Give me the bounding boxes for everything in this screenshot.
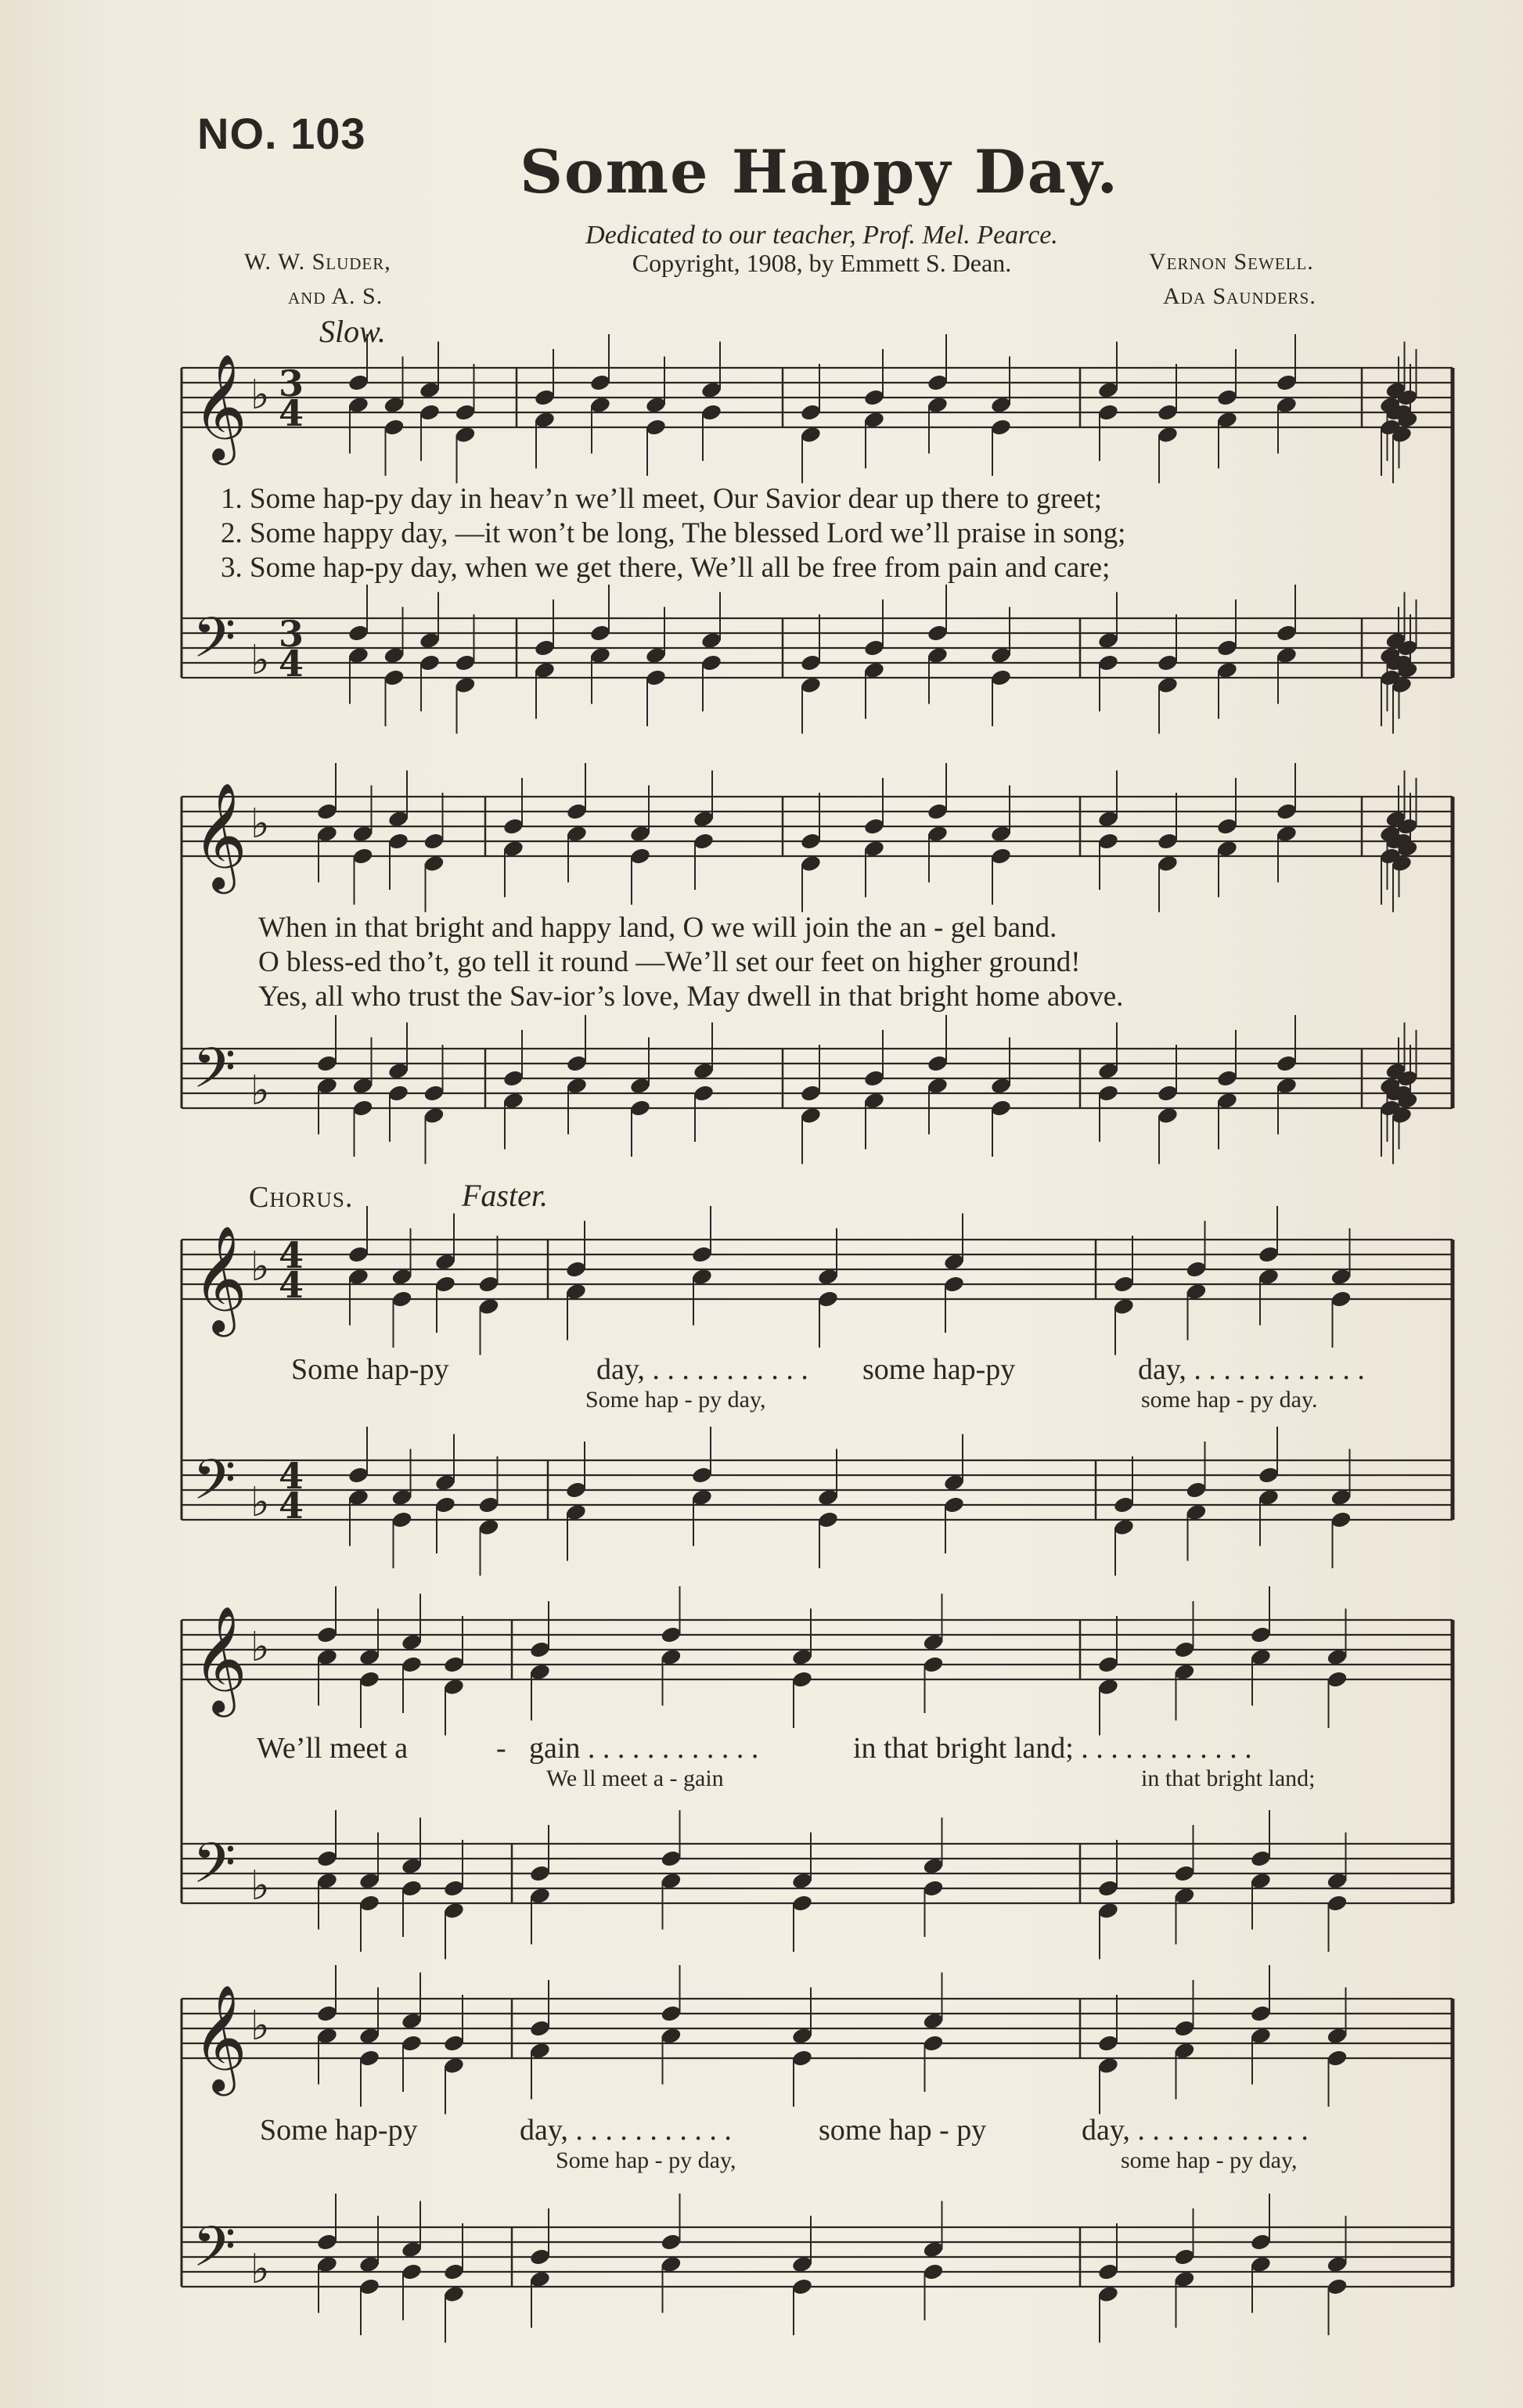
treble-clef: 𝄞 [193,1224,247,1332]
system-2-treble-alto-notehead [387,832,409,851]
lyricist-credit-1: W. W. Sluder, [244,249,391,275]
time-signature-bottom: 4 [279,1264,304,1306]
system-1-bass-soprano-notehead [863,639,885,657]
system-3-bass-soprano-notehead [1258,1466,1280,1485]
system-5-bass-soprano-notehead [1250,2233,1272,2251]
chorus-1-echo-b: some hap - py day. [1141,1387,1318,1413]
treble-clef: 𝄞 [193,1604,247,1712]
system-5-treble-soprano-notehead [529,2019,551,2038]
system-4-bass-alto-notehead [401,1879,423,1898]
system-2-bass-soprano-notehead [502,1069,524,1088]
system-5-bass-alto-notehead [1326,2277,1348,2296]
system-3-treble-soprano-notehead [477,1275,499,1294]
system-4-bass-alto-notehead [1326,1894,1348,1913]
time-signature-bottom: 4 [279,1485,304,1527]
key-flat: ♭ [250,1863,270,1909]
system-2-treble-alto-notehead [1097,832,1119,851]
system-2-bass-alto-notehead [990,1099,1012,1118]
bass-clef: 𝄢 [193,1036,236,1114]
system-1-bass-soprano-notehead [1276,624,1298,642]
hymn-number: NO. 103 [197,109,366,158]
system-1-bass-soprano-notehead [347,624,369,642]
system-4-treble-soprano-notehead [1173,1640,1195,1659]
system-1-treble-alto-notehead [1097,403,1119,422]
key-flat: ♭ [250,1479,270,1526]
system-2-treble-soprano-notehead [863,817,885,836]
system-2-bass-soprano-notehead [423,1084,445,1103]
chorus-3-lyric-b: day, . . . . . . . . . . . [520,2114,732,2147]
time-signature-top: 3 [279,613,304,655]
system-2-treble-soprano-notehead [800,832,822,851]
system-5-treble-soprano-notehead [443,2034,465,2053]
system-2-bass-soprano-notehead [1157,1084,1179,1103]
key-flat: ♭ [250,637,270,684]
system-4-treble-alto-notehead [791,1670,813,1689]
system-1-bass-alto-notehead [1097,653,1119,672]
system-2-bass-alto-notehead [629,1099,651,1118]
system-5-treble-alto-notehead [401,2034,423,2053]
time-signature-top: 3 [279,362,304,405]
key-flat: ♭ [250,1624,270,1671]
hymn-title: Some Happy Day. [520,137,1119,207]
system-2-treble-alto-notehead [693,832,715,851]
system-2-bass-alto-notehead [351,1099,373,1118]
system-1-treble-soprano-notehead [1157,403,1179,422]
system-5-treble-alto-notehead [922,2034,944,2053]
system-5-bass-soprano-notehead [443,2262,465,2281]
system-2-treble-soprano-notehead [1276,802,1298,821]
chorus-3-echo-b: some hap - py day, [1121,2147,1298,2173]
dedication: Dedicated to our teacher, Prof. Mel. Pearce. [585,221,1058,250]
chorus-2-lyric-hyphen: - [496,1732,506,1765]
system-4-bass-soprano-notehead [660,1849,682,1868]
chorus-tempo: Faster. [462,1178,548,1213]
system-1-bass-soprano-notehead [800,653,822,672]
system-1-treble-alto-notehead [645,418,667,437]
system-3-treble-alto-notehead [1330,1290,1352,1308]
system-2-treble-soprano-notehead [502,817,524,836]
system-5-treble-soprano-notehead [1173,2019,1195,2038]
system-4-treble-alto-notehead [1326,1670,1348,1689]
system-5-treble-soprano-notehead [1250,2004,1272,2023]
system-2-treble-alto-notehead [351,847,373,866]
system-4-bass-alto-notehead [791,1894,813,1913]
system-3-bass-alto-notehead [817,1510,839,1529]
system-5-bass-alto-notehead [358,2277,380,2296]
system-3-treble-alto-notehead [391,1290,412,1308]
composer-credit-1: Vernon Sewell. [1149,249,1314,275]
system-3-bass-soprano-notehead [477,1496,499,1514]
system-5-bass-soprano-notehead [316,2233,338,2251]
system-1-bass-soprano-notehead [589,624,611,642]
system-3-bass-soprano-notehead [347,1466,369,1485]
system-5-bass-alto-notehead [401,2262,423,2281]
system-1-bass-alto-notehead [645,668,667,687]
system-4-bass-soprano-notehead [443,1879,465,1898]
chorus-1-lyric-d: day, . . . . . . . . . . . . [1138,1353,1365,1386]
key-flat: ♭ [250,2246,270,2293]
chorus-1-lyric-c: some hap-py [862,1353,1016,1386]
system-5-treble-alto-notehead [358,2049,380,2068]
system-1-bass-alto-notehead [419,653,441,672]
chorus-3-lyric-c: some hap - py [819,2114,987,2147]
system-2-bass-alto-notehead [693,1084,715,1103]
system-1-treble-soprano-notehead [534,388,556,407]
key-flat: ♭ [250,2003,270,2050]
system-2-treble-soprano-notehead [927,802,949,821]
system-4-bass-soprano-notehead [529,1864,551,1883]
verse-1-line-1: 1. Some hap-py day in heav’n we’ll meet, Our Savior dear up there to greet; [221,483,1103,515]
system-1-bass-soprano-notehead [1216,639,1238,657]
system-2-bass-soprano-notehead [1276,1054,1298,1073]
chorus-label: Chorus. [249,1181,354,1214]
system-3-treble-alto-notehead [434,1275,456,1294]
bass-clef: 𝄢 [193,2215,236,2293]
system-5-treble-soprano-notehead [660,2004,682,2023]
treble-clef: 𝄞 [193,781,247,889]
system-4-treble-soprano-notehead [316,1625,338,1644]
system-3-bass-soprano-notehead [1113,1496,1135,1514]
system-3-treble-alto-notehead [943,1275,965,1294]
verse-2-line-2: O bless-ed tho’t, go tell it round —We’ll set our feet on higher ground! [258,946,1081,978]
system-1-treble-alto-notehead [383,418,405,437]
system-2-bass-soprano-notehead [566,1054,588,1073]
system-4-bass-soprano-notehead [1250,1849,1272,1868]
system-4-bass-soprano-notehead [1097,1879,1119,1898]
system-3-treble-soprano-notehead [347,1245,369,1264]
system-1-bass-soprano-notehead [534,639,556,657]
system-5-bass-soprano-notehead [660,2233,682,2251]
system-3-treble-soprano-notehead [1185,1260,1207,1279]
chorus-3-echo-a: Some hap - py day, [556,2147,736,2173]
chorus-1-lyric-a: Some hap-py [291,1353,449,1386]
key-flat: ♭ [250,1244,270,1290]
system-1-bass-alto-notehead [700,653,722,672]
system-2-bass-soprano-notehead [316,1054,338,1073]
chorus-2-lyric-a: We’ll meet a [257,1732,409,1765]
system-4-treble-soprano-notehead [529,1640,551,1659]
time-signature-bottom: 4 [279,392,304,434]
system-1-bass-alto-notehead [990,668,1012,687]
system-4-treble-soprano-notehead [660,1625,682,1644]
system-2-treble-soprano-notehead [316,802,338,821]
bass-clef: 𝄢 [193,1448,236,1526]
system-3-treble-soprano-notehead [1258,1245,1280,1264]
lyricist-credit-2: and A. S. [288,283,383,309]
system-2-treble-soprano-notehead [566,802,588,821]
verse-3-line-1: 3. Some hap-py day, when we get there, We’ll all be free from pain and care; [221,552,1111,584]
system-1-treble-alto-notehead [419,403,441,422]
system-1-treble-soprano-notehead [454,403,476,422]
tempo-marking: Slow. [319,314,386,349]
system-4-treble-alto-notehead [358,1670,380,1689]
system-3-treble-alto-notehead [817,1290,839,1308]
system-1-treble-soprano-notehead [863,388,885,407]
system-4-treble-soprano-notehead [1097,1655,1119,1674]
system-2-treble-soprano-notehead [1157,832,1179,851]
system-4-treble-soprano-notehead [443,1655,465,1674]
system-1-treble-soprano-notehead [927,373,949,392]
system-1-treble-soprano-notehead [347,373,369,392]
system-5-bass-alto-notehead [922,2262,944,2281]
system-4-treble-alto-notehead [401,1655,423,1674]
time-signature-bottom: 4 [279,642,304,685]
system-1-treble-alto-notehead [990,418,1012,437]
system-4-treble-alto-notehead [922,1655,944,1674]
system-3-bass-soprano-notehead [1185,1481,1207,1499]
system-2-bass-soprano-notehead [800,1084,822,1103]
system-3-treble-soprano-notehead [1113,1275,1135,1294]
system-1-treble-soprano-notehead [1276,373,1298,392]
system-5-treble-alto-notehead [1326,2049,1348,2068]
system-2-treble-alto-notehead [990,847,1012,866]
system-5-treble-alto-notehead [791,2049,813,2068]
system-4-treble-soprano-notehead [1250,1625,1272,1644]
system-3-bass-alto-notehead [391,1510,412,1529]
system-1-bass-soprano-notehead [927,624,949,642]
composer-credit-2: Ada Saunders. [1163,283,1316,309]
chorus-2-echo-a: We ll meet a - gain [546,1766,724,1791]
system-3-bass-soprano-notehead [565,1481,587,1499]
system-3-treble-soprano-notehead [565,1260,587,1279]
chorus-1-lyric-b: day, . . . . . . . . . . . [596,1353,808,1386]
verse-2-line-1: 2. Some happy day, —it won’t be long, The blessed Lord we’ll praise in song; [221,517,1126,549]
chorus-2-lyric-c: in that bright land; . . . . . . . . . . . . [853,1732,1252,1765]
chorus-1-echo-a: Some hap - py day, [585,1387,766,1413]
chorus-3-lyric-a: Some hap-py [260,2114,418,2147]
verse-3-line-2: Yes, all who trust the Sav-ior’s love, May dwell in that bright home above. [258,981,1124,1013]
system-5-bass-soprano-notehead [1097,2262,1119,2281]
system-2-treble-soprano-notehead [1216,817,1238,836]
system-5-bass-soprano-notehead [529,2248,551,2266]
system-5-bass-soprano-notehead [1173,2248,1195,2266]
chorus-3-lyric-d: day, . . . . . . . . . . . . [1082,2114,1309,2147]
bass-clef: 𝄢 [193,1831,236,1909]
key-flat: ♭ [250,372,270,419]
treble-clef: 𝄞 [193,352,247,460]
system-2-bass-alto-notehead [387,1084,409,1103]
system-1-treble-soprano-notehead [800,403,822,422]
copyright-line: Copyright, 1908, by Emmett S. Dean. [632,249,1012,277]
system-3-bass-alto-notehead [943,1496,965,1514]
system-2-treble-soprano-notehead [423,832,445,851]
key-flat: ♭ [250,801,270,848]
system-2-bass-soprano-notehead [1216,1069,1238,1088]
system-2-bass-soprano-notehead [863,1069,885,1088]
system-3-bass-alto-notehead [434,1496,456,1514]
system-1-treble-alto-notehead [700,403,722,422]
system-4-bass-alto-notehead [922,1879,944,1898]
time-signature-top: 4 [279,1234,304,1276]
system-2-bass-soprano-notehead [927,1054,949,1073]
bass-clef: 𝄢 [193,606,236,684]
system-5-bass-alto-notehead [791,2277,813,2296]
system-2-treble-alto-notehead [629,847,651,866]
system-3-bass-alto-notehead [1330,1510,1352,1529]
system-4-bass-soprano-notehead [1173,1864,1195,1883]
system-5-treble-soprano-notehead [1097,2034,1119,2053]
treble-clef: 𝄞 [193,1983,247,2091]
system-2-bass-alto-notehead [1097,1084,1119,1103]
verse-1-line-2: When in that bright and happy land, O we will join the an - gel band. [258,912,1057,944]
system-1-bass-soprano-notehead [1157,653,1179,672]
system-3-bass-soprano-notehead [691,1466,713,1485]
system-4-bass-alto-notehead [358,1894,380,1913]
system-1-treble-soprano-notehead [589,373,611,392]
system-3-treble-soprano-notehead [691,1245,713,1264]
system-1-bass-soprano-notehead [454,653,476,672]
system-5-treble-soprano-notehead [316,2004,338,2023]
chorus-2-lyric-b: gain . . . . . . . . . . . . [529,1732,759,1765]
system-1-bass-alto-notehead [383,668,405,687]
time-signature-top: 4 [279,1455,304,1497]
system-4-bass-soprano-notehead [316,1849,338,1868]
system-1-treble-soprano-notehead [1216,388,1238,407]
chorus-2-echo-b: in that bright land; [1141,1766,1316,1791]
key-flat: ♭ [250,1067,270,1114]
